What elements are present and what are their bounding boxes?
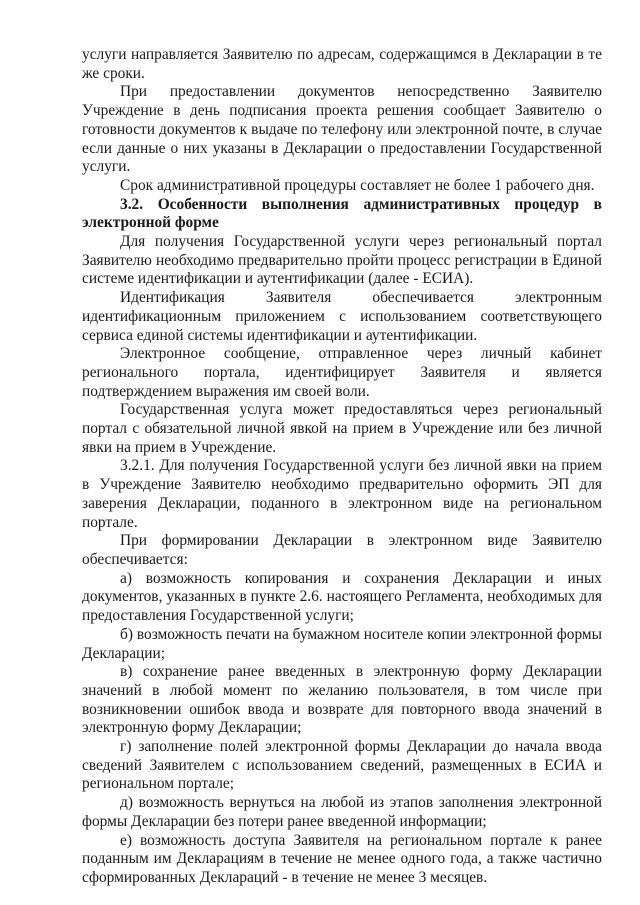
paragraph-electronic-message: Электронное сообщение, отправленное через личный кабинет регионального портала, идентифицирует Заявителя и является подтверждением выражения им своей воли.: [82, 345, 602, 400]
list-item-a: а) возможность копирования и сохранения Декларации и иных документов, указанных в пункте 2.6. настоящего Регламента, необходимых для предоставления Государственной услуги;: [82, 569, 602, 625]
list-item-d: д) возможность вернуться на любой из этапов заполнения электронной формы Декларации без потери ранее введенной информации;: [82, 794, 602, 830]
paragraph-3-2-1: 3.2.1. Для получения Государственной услуги без личной явки на прием в Учреждение Заявителю необходимо предварительно оформить ЭП для заверения Декларации, поданного в электронном виде на региональном портале.: [82, 457, 602, 531]
paragraph-service-options: Государственная услуга может предоставляться через региональный портал с обязательной личной явкой на прием в Учреждение или без личной явки на прием в Учреждение.: [82, 401, 602, 456]
list-item-v: в) сохранение ранее введенных в электронную форму Декларации значений в любой момент по желанию пользователя, в том числе при возникновении ошибок ввода и возврате для повторного ввода значений в электронную форму Декларации;: [82, 663, 602, 737]
paragraph-esia-registration: Для получения Государственной услуги через региональный портал Заявителю необходимо предварительно пройти процесс регистрации в Единой системе идентификации и аутентификации (далее - ЕСИА).: [82, 233, 602, 288]
paragraph-direct-delivery: При предоставлении документов непосредственно Заявителю Учреждение в день подписания проекта решения сообщает Заявителю о готовности документов к выдаче по телефону или электронной почте, в случае если данные о них указаны в Декларации о предоставлении Государственной услуги.: [82, 83, 602, 176]
paragraph-identification: Идентификация Заявителя обеспечивается электронным идентификационным приложением с использованием соответствующего сервиса единой системы идентификации и аутентификации.: [82, 289, 602, 344]
list-item-b: б) возможность печати на бумажном носителе копии электронной формы Декларации;: [82, 625, 602, 662]
list-item-e: е) возможность доступа Заявителя на региональном портале к ранее поданным им Декларациям в течение не менее одного года, а также частично сформированных Деклараций - в течение не менее 3 месяцев.: [82, 831, 602, 886]
paragraph-delivery-address: услуги направляется Заявителю по адресам, содержащимся в Декларации в те же сроки.: [82, 46, 602, 82]
list-item-g: г) заполнение полей электронной формы Декларации до начала ввода сведений Заявителем с использованием сведений, размещенных в ЕСИА и региональном портале;: [82, 738, 602, 793]
paragraph-form-provisions: При формировании Декларации в электронном виде Заявителю обеспечивается:: [82, 532, 602, 568]
section-heading-3-2: 3.2. Особенности выполнения административных процедур в электронной форме: [82, 195, 602, 232]
paragraph-procedure-term: Срок административной процедуры составляет не более 1 рабочего дня.: [120, 176, 595, 194]
